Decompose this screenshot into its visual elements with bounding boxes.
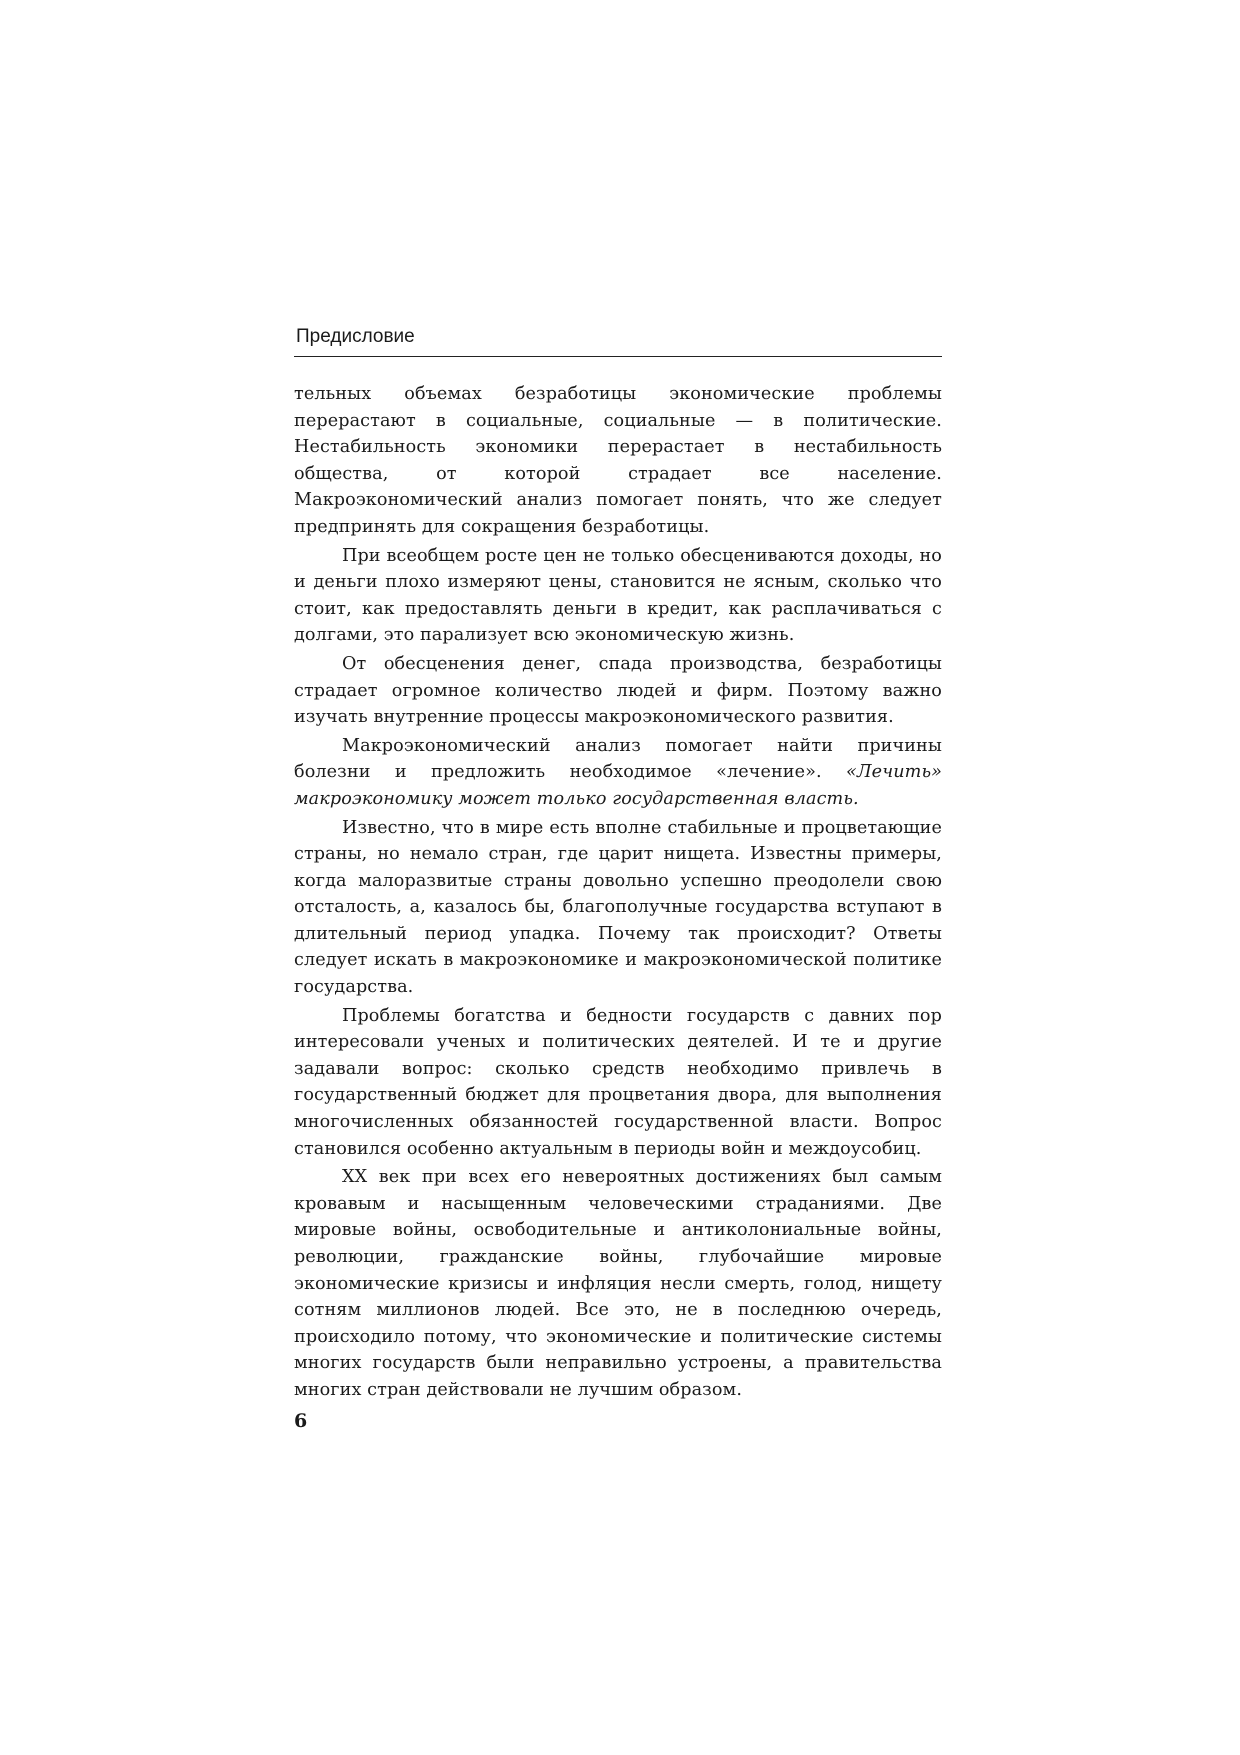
paragraph-2: При всеобщем росте цен не только обесцениваются доходы, но и деньги плохо измеряют цены, становится не ясным, сколько что стоит, как предоставлять деньги в кредит, как расплачиваться с долгами, это парализует всю экономическую жизнь. (294, 545, 942, 646)
running-head (294, 326, 942, 357)
paragraph-4 (294, 733, 942, 813)
paragraph-7: XX век при всех его невероятных достижениях был самым кровавым и насыщенным человеческими страданиями. Две мировые войны, освободительные и антиколониальные войны, революции, гражданские войны, глубочайшие мировые экономические кризисы и инфляция несли смерть, голод, нищету сотням миллионов людей. Все это, не в последнюю очередь, происходило потому, что экономические и политические системы многих государств были неправильно устроены, а правительства многих стран действовали не лучшим образом. (294, 1167, 942, 1400)
paragraph-5: Известно, что в мире есть вполне стабильные и процветающие страны, но немало стран, где царит нищета. Известны примеры, когда малоразвитые страны довольно успешно преодолели свою отсталость, а, казалось бы, благополучные государства вступают в длительный период упадка. Почему так происходит? Ответы следует искать в макроэкономике и макроэкономической политике государства. (294, 817, 942, 998)
paragraph-3: От обесценения денег, спада производства, безработицы страдает огромное количество людей и фирм. Поэтому важно изучать внутренние процессы макроэкономического развития. (294, 653, 942, 728)
page-number: 6 (294, 1410, 308, 1432)
paragraph-4-text: Макроэкономический анализ помогает найти причины болезни и предложить необходимое «лечение». (294, 735, 942, 783)
paragraph-1: тельных объемах безработицы экономические проблемы перерастают в социальные, социальные — в политические. Нестабильность экономики перерастает в нестабильность общества, от которой страдает все население. Макроэкономический анализ помогает понять, что же следует предпринять для сокращения безработицы. (294, 384, 942, 537)
paragraph-4-italic: «Лечить» макроэкономику может только государственная власть. (294, 762, 942, 809)
paragraph-6: Проблемы богатства и бедности государств с давних пор интересовали ученых и политических деятелей. И те и другие задавали вопрос: сколько средств необходимо привлечь в государственный бюджет для процветания двора, для выполнения многочисленных обязанностей государственной власти. Вопрос становился особенно актуальным в периоды войн и междоусобиц. (294, 1005, 942, 1159)
running-head-title: Предисловие (296, 326, 415, 347)
body-text (294, 381, 942, 1404)
